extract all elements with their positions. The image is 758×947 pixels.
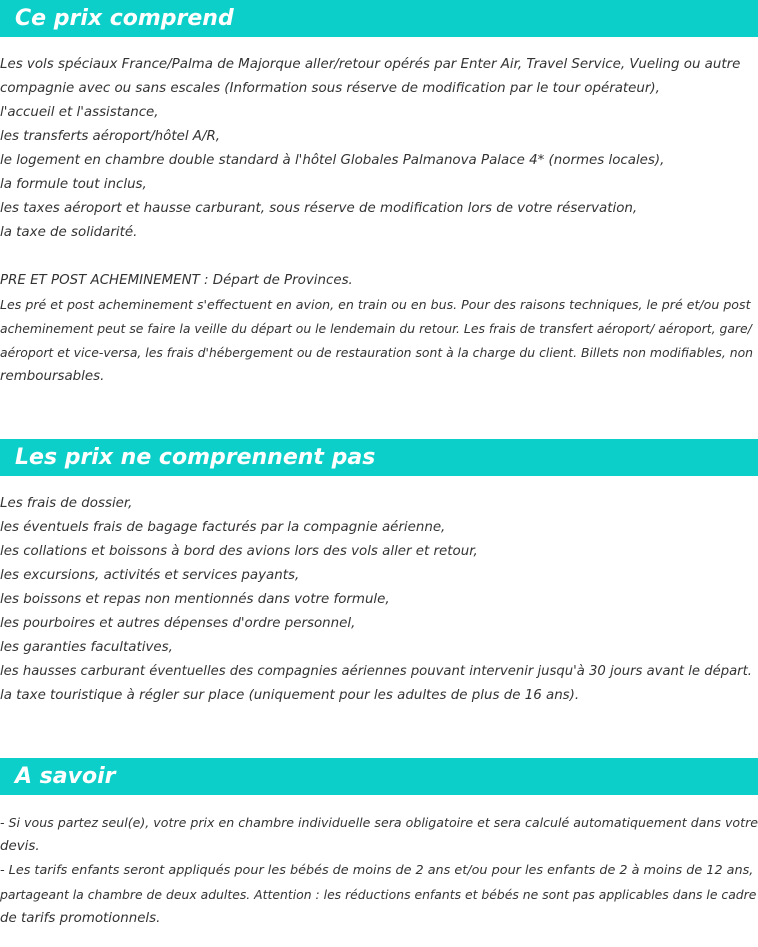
not-included-line: les pourboires et autres dépenses d'ordre personnel,: [0, 616, 356, 631]
included-line: aéroport et vice-versa, les frais d'hébergement ou de restauration sont à la charge du client. Billets non modifiables, non: [0, 345, 754, 360]
section-title-good-to-know: A savoir: [15, 764, 116, 789]
not-included-line: les garanties facultatives,: [0, 640, 173, 655]
included-line: les taxes aéroport et hausse carburant, sous réserve de modification lors de votre réservation,: [0, 201, 638, 216]
good-to-know-line: de tarifs promotionnels.: [0, 911, 161, 926]
included-line: le logement en chambre double standard à l'hôtel Globales Palmanova Palace 4* (normes locales),: [0, 153, 665, 168]
not-included-line: les hausses carburant éventuelles des compagnies aériennes pouvant intervenir jusqu'à 30 jours avant le départ.: [0, 664, 752, 679]
good-to-know-line: - Si vous partez seul(e), votre prix en chambre individuelle sera obligatoire et sera calculé automatiquement dans votre: [0, 815, 758, 830]
section-body-good-to-know: [0, 811, 758, 931]
not-included-line: Les frais de dossier,: [0, 496, 133, 511]
good-to-know-line: partageant la chambre de deux adultes. Attention : les réductions enfants et bébés ne sont pas applicables dans le cadre: [0, 887, 757, 902]
section-title-included: Ce prix comprend: [15, 6, 234, 31]
included-line: remboursables.: [0, 369, 105, 384]
section-header-included: [0, 0, 758, 37]
not-included-line: les excursions, activités et services payants,: [0, 568, 300, 583]
section-title-not-included: Les prix ne comprennent pas: [15, 445, 376, 470]
included-line: acheminement peut se faire la veille du départ ou le lendemain du retour. Les frais de transfert aéroport/ aéroport, gare/: [0, 321, 752, 336]
not-included-line: la taxe touristique à régler sur place (uniquement pour les adultes de plus de 16 ans).: [0, 688, 580, 703]
not-included-line: les collations et boissons à bord des avions lors des vols aller et retour,: [0, 544, 478, 559]
included-line: compagnie avec ou sans escales (Information sous réserve de modification par le tour opérateur),: [0, 81, 660, 96]
good-to-know-line: - Les tarifs enfants seront appliqués pour les bébés de moins de 2 ans et/ou pour les enfants de 2 à moins de 12 ans,: [0, 863, 754, 878]
section-body-not-included: [0, 492, 758, 708]
not-included-line: les éventuels frais de bagage facturés par la compagnie aérienne,: [0, 520, 446, 535]
good-to-know-line: devis.: [0, 839, 40, 854]
paragraph-spacer: [0, 245, 758, 269]
included-line: l'accueil et l'assistance,: [0, 105, 159, 120]
included-line: les transferts aéroport/hôtel A/R,: [0, 129, 221, 144]
section-header-good-to-know: [0, 758, 758, 795]
included-line: Les pré et post acheminement s'effectuent en avion, en train ou en bus. Pour des raisons techniques, le pré et/ou post: [0, 297, 751, 312]
not-included-line: les boissons et repas non mentionnés dans votre formule,: [0, 592, 390, 607]
included-line: Les vols spéciaux France/Palma de Majorque aller/retour opérés par Enter Air, Travel Service, Vueling ou autre: [0, 57, 741, 72]
included-line: PRE ET POST ACHEMINEMENT : Départ de Provinces.: [0, 273, 353, 288]
included-line: la taxe de solidarité.: [0, 225, 138, 240]
section-header-not-included: [0, 439, 758, 476]
section-body-included: [0, 53, 758, 389]
included-line: la formule tout inclus,: [0, 177, 147, 192]
